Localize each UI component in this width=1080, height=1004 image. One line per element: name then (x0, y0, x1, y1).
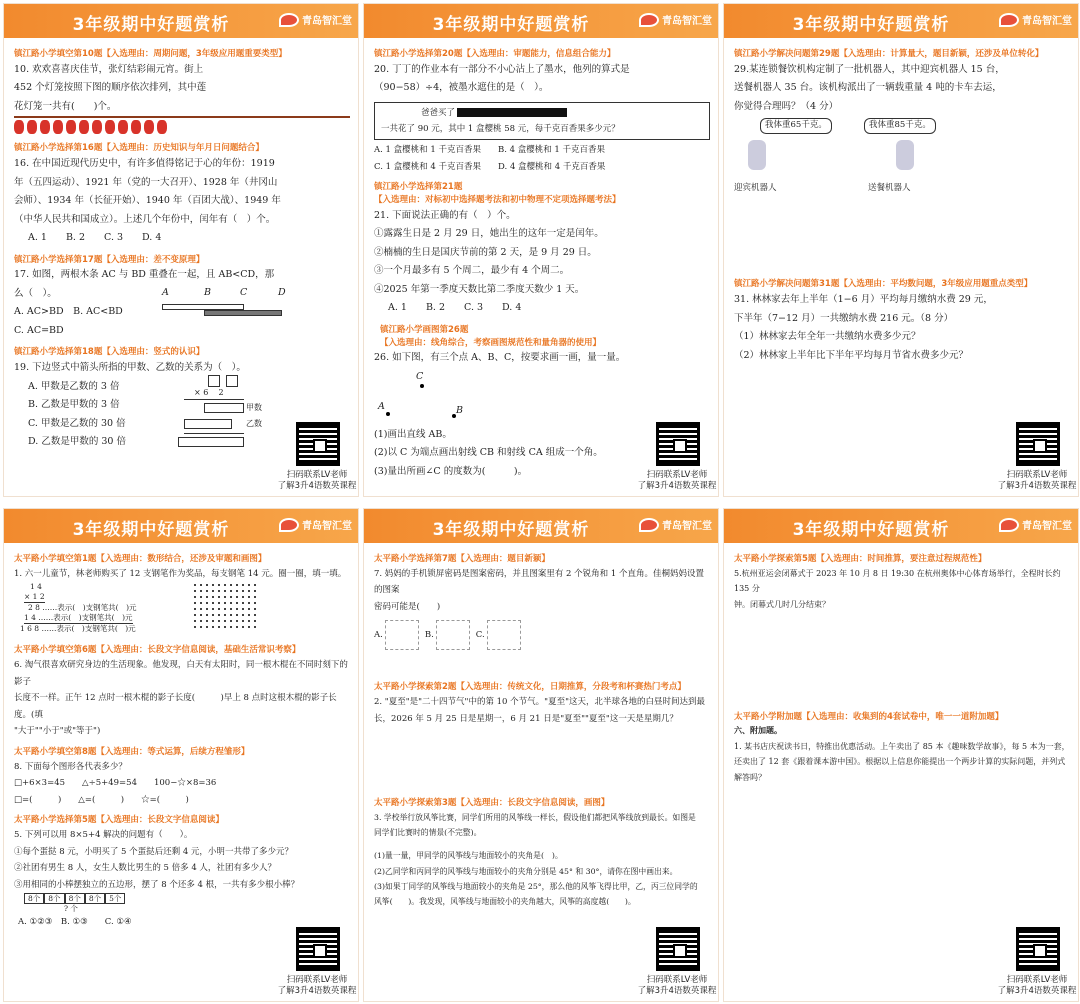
qr-caption-line: 扫码联系LV老师 (1006, 975, 1068, 985)
lock-pattern-icon (436, 620, 470, 650)
source-label: 太平路小学选择第5题【入选理由：长段文字信息阅读】 (14, 815, 224, 826)
question (14, 266, 350, 340)
source-label: 镇江路小学选择第20题【入选理由：审题能力，信息组合能力】 (374, 49, 616, 59)
logo-icon (279, 13, 299, 27)
logo-text: 青岛智汇堂 (662, 16, 712, 27)
bar-cell: 5个 (105, 893, 125, 904)
panel-title: 3年级期中好题赏析 (72, 15, 230, 35)
bar-cell: 8个 (44, 893, 64, 904)
qr-caption (992, 975, 1079, 997)
question (374, 810, 710, 909)
question-line: 7. 妈妈的手机锁屏密码是图案密码，并且图案里有 2 个锐角和 1 个直角。佳桐妈妈设置的图案 (374, 568, 704, 596)
pattern-label: B. (424, 630, 434, 641)
question (14, 61, 350, 117)
question-line: 送餐机器人 35 台。该机构派出了一辆载重量 4 吨的卡车去运， (734, 82, 1002, 94)
vertical-calc-figure (14, 582, 350, 638)
brand-logo (999, 517, 1072, 532)
question (374, 61, 710, 98)
dot-grid (192, 582, 260, 632)
qr-caption-line: 扫码联系LV老师 (646, 975, 708, 985)
question-line: 钟。闭幕式几时几分结束？ (734, 599, 830, 609)
bar-cell: 8个 (24, 893, 44, 904)
question-line: 2. "夏至"是"二十四节气"中的第 10 个节气。"夏至"这天，北半球各地的白昼时间达到最 (374, 697, 705, 708)
calc-digit: 2 (218, 388, 224, 398)
panel-title: 3年级期中好题赏析 (432, 520, 590, 540)
question (14, 657, 350, 740)
question-line: (2)乙同学和丙同学的风筝线与地面较小的夹角分别是 45° 和 30°，请你在图中画出来。 (374, 866, 678, 876)
panel-header (364, 4, 718, 38)
calc-line: 1 6 8 ……表示( )支钢笔共( )元 (20, 624, 136, 634)
source-label: 镇江路小学填空第10题【入选理由：周期问题，3年级应用题重要类型】 (14, 49, 287, 59)
question (14, 759, 350, 809)
question (14, 566, 350, 583)
question (14, 155, 350, 248)
seg-label: A (162, 287, 169, 299)
question-line: 年（五四运动）、1921 年（党的一大召开）、1928 年（井冈山 (14, 176, 278, 188)
question-line: □=( ) △=( ) ☆=( ) (14, 794, 189, 805)
brand-logo (999, 12, 1072, 27)
lantern-row (14, 116, 350, 136)
ink-stained-box (374, 102, 710, 140)
qr-caption (632, 470, 719, 492)
point-label: A (378, 400, 385, 412)
question-line: 长，2026 年 5 月 25 日是星期一，6 月 21 日是"夏至""夏至"这一天是星期几？ (374, 713, 678, 724)
speech-bubble: 我体重85千克。 (864, 118, 936, 134)
brand-logo (279, 517, 352, 532)
question-line: ①每个蛋挞 8 元，小明买了 5 个蛋挞后还剩 4 元，小明一共带了多少元？ (14, 846, 293, 857)
source-label: 太平路小学填空第1题【入选理由：数形结合，还涉及审题和画图】 (14, 554, 267, 564)
question-line: 26. 如下图，有三个点 A、B、C，按要求画一画，量一量。 (374, 352, 626, 364)
question-line: A. ①②③ B. ①③ C. ①④ (18, 917, 132, 928)
qr-code (1016, 927, 1060, 971)
qr-caption-line: 扫码联系LV老师 (286, 975, 348, 985)
question-line: （1）林林家去年全年一共缴纳水费多少元？ (734, 331, 921, 343)
source-label: 太平路小学附加题【入选理由：收集到的4套试卷中，唯一一道附加题】 (734, 711, 1004, 722)
qr-caption-line: 了解3升4语数英课程 (637, 481, 717, 492)
logo-icon (999, 518, 1019, 532)
question-line: 会师）、1934 年（长征开始）、1940 年（百团大战）、1949 年 (14, 195, 281, 207)
qr-caption-line: 扫码联系LV老师 (286, 470, 348, 480)
question (374, 566, 710, 616)
question-line: 20. 丁丁的作业本有一部分不小心沾上了墨水，他列的算式是 (374, 63, 630, 75)
question-line: 六、附加题。 (734, 725, 782, 736)
qr-caption-line: 了解3升4语数英课程 (637, 986, 717, 997)
brand-logo (639, 12, 712, 27)
calc-label: 乙数 (246, 419, 262, 429)
qr-caption-line: 了解3升4语数英课程 (997, 481, 1077, 492)
source-label: 太平路小学探索第2题【入选理由：传统文化，日期推算，分段考和杯赛热门考点】 (374, 682, 686, 693)
bar-total: ? 个 (64, 904, 78, 914)
question-line: 下半年（7−12 月）一共缴纳水费 216 元。（8 分） (734, 312, 954, 324)
panel-6 (723, 508, 1079, 1002)
question-line: 8. 下面每个图形各代表多少？ (14, 761, 127, 772)
panel-title: 3年级期中好题赏析 (792, 15, 950, 35)
logo-icon (999, 13, 1019, 27)
question-line: 10. 欢欢喜喜庆佳节，张灯结彩闹元宵。街上 (14, 63, 204, 75)
question-line: C. 1 盒樱桃和 4 千克百香果 D. 4 盒樱桃和 4 千克百香果 (374, 161, 606, 172)
qr-caption-line: 扫码联系LV老师 (646, 470, 708, 480)
question (734, 566, 1070, 613)
question-line: A. 甲数是乙数的 3 倍 (28, 380, 120, 392)
calc-line: 1 4 ……表示( )支钢笔共( )元 (24, 613, 133, 623)
source-label: 太平路小学填空第6题【入选理由：长段文字信息阅读，基础生活常识考察】 (14, 645, 301, 656)
source-label: 镇江路小学解决问题第31题【入选理由：平均数问题，3年级应用题重点类型】 (734, 279, 1033, 290)
question-line: 29.某连锁餐饮机构定制了一批机器人，其中迎宾机器人 15 台， (734, 63, 1005, 75)
robot-label: 送餐机器人 (868, 183, 911, 194)
panel-header (724, 4, 1078, 38)
qr-caption (632, 975, 719, 997)
brand-logo (279, 12, 352, 27)
speech-bubble: 我体重65千克。 (760, 118, 832, 134)
question-line: 5.杭州亚运会闭幕式于 2023 年 10 月 8 日 19:30 在杭州奥体中心体育场举行，全程时长约 135 分 (734, 568, 1061, 594)
logo-text: 青岛智汇堂 (1022, 521, 1072, 532)
qr-code (296, 927, 340, 971)
question-line: (2)以 C 为端点画出射线 CB 和射线 CA 组成一个角。 (374, 447, 603, 459)
panel-title: 3年级期中好题赏析 (792, 520, 950, 540)
bar-model (24, 893, 350, 904)
points-figure (374, 368, 710, 426)
robot-figure (734, 116, 1070, 202)
question-line: D. 乙数是甲数的 30 倍 (28, 436, 126, 448)
source-label: 镇江路小学解决问题第29题【入选理由：计算量大，题目新颖，还涉及单位转化】 (734, 49, 1044, 59)
question-line: 16. 在中国近现代历史中，有许多值得铭记于心的年份：1919 (14, 158, 275, 170)
seg-label: B (204, 287, 211, 299)
logo-text: 青岛智汇堂 (302, 521, 352, 532)
question-line: ①露露生日是 2 月 29 日，她出生的这年一定是闰年。 (374, 228, 604, 240)
qr-caption-line: 了解3升4语数英课程 (277, 986, 357, 997)
question-line: 1. 六一儿童节，林老师购买了 12 支钢笔作为奖品，每支钢笔 14 元。圈一圈，填一填。 (14, 568, 347, 579)
lock-pattern-icon (487, 620, 521, 650)
qr-code (656, 422, 700, 466)
calc-label: 甲数 (246, 403, 262, 413)
source-label: 太平路小学探索第5题【入选理由：时间推算，要注意过程规范性】 (734, 554, 987, 564)
robot-icon (748, 140, 766, 170)
panel-header (4, 4, 358, 38)
logo-text: 青岛智汇堂 (302, 16, 352, 27)
question-line: 5. 下列可以用 8×5+4 解决的问题有（ ）。 (14, 830, 193, 841)
point-label: C (416, 370, 424, 382)
question-line: 6. 淘气很喜欢研究身边的生活现象。他发现，白天有太阳时，同一根木棍在不同时刻下的影子 (14, 660, 348, 687)
question-line: 452 个灯笼按照下图的顺序依次排列，其中莲 (14, 82, 207, 94)
question-line: (3)量出所画∠C 的度数为( )。 (374, 465, 528, 477)
panel-4 (3, 508, 359, 1002)
logo-text: 青岛智汇堂 (1022, 16, 1072, 27)
question-line: ③用相同的小棒摆独立的五边形，摆了 8 个还多 4 根，一共有多少根小棒？ (14, 879, 300, 890)
question-line: (1)画出直线 AB。 (374, 428, 452, 440)
question-line: 同学们比赛时的情景(不完整)。 (374, 828, 482, 838)
question-line: A. 1 B. 2 C. 3 D. 4 (28, 232, 162, 244)
panel-header (724, 509, 1078, 543)
calc-digit: 6 (203, 388, 209, 398)
segment-diagram (162, 287, 286, 330)
bar-cell: 8个 (65, 893, 85, 904)
question-line: ③一个月最多有 5 个周二，最少有 4 个周二。 (374, 265, 570, 277)
panel-5 (363, 508, 719, 1002)
qr-code (296, 422, 340, 466)
question-line: ②楠楠的生日是国庆节前的第 2 天，是 9 月 29 日。 (374, 246, 597, 258)
question-line: C. AC=BD (14, 324, 64, 336)
question-line: (3)如果丁同学的风筝线与地面较小的夹角是 25°，那么他的风筝飞得比甲，乙，丙三位同学的 (374, 881, 698, 891)
ink-box-text: 爸爸买了 (421, 107, 456, 118)
question-line: □+6×3=45 △÷5+49=54 100−☆×8=36 (14, 778, 217, 789)
pattern-label: A. (374, 630, 383, 641)
question-line: ④2025 年第一季度天数比第二季度天数少 1 天。 (374, 283, 585, 295)
logo-icon (279, 518, 299, 532)
question-line: (1)量一量，甲同学的风筝线与地面较小的夹角是( )。 (374, 851, 563, 861)
question (734, 291, 1070, 365)
brand-logo (639, 517, 712, 532)
source-label: 太平路小学探索第3题【入选理由：长段文字信息阅读，画图】 (374, 798, 610, 809)
question-line: 长度不一样。正午 12 点时一根木棍的影子长度( )早上 8 点时这根木棍的影子长度。(填 (14, 693, 337, 720)
qr-caption (992, 470, 1079, 492)
panel-header (364, 509, 718, 543)
question-line: C. 甲数是乙数的 30 倍 (28, 417, 126, 429)
panel-3 (723, 3, 1079, 497)
lock-pattern-icon (385, 620, 419, 650)
vertical-calc-figure: × 6 2 甲数 乙数 (174, 375, 284, 451)
logo-text: 青岛智汇堂 (662, 521, 712, 532)
question-line: "大于""小于"或"等于") (14, 726, 101, 737)
qr-code (656, 927, 700, 971)
question-line: 么（ ）。 (14, 287, 57, 299)
question-line: （90−58）÷4，被墨水遮住的是（ ）。 (374, 82, 549, 94)
pattern-label: C. (475, 630, 485, 641)
question-line: 1. 某书店庆祝读书日，特推出优惠活动。上午卖出了 85 本《趣味数学故事》，每 5 本为一套， (734, 741, 1070, 751)
panel-title: 3年级期中好题赏析 (432, 15, 590, 35)
question (734, 723, 1070, 785)
qr-caption-line: 了解3升4语数英课程 (997, 986, 1077, 997)
question-line: 17. 如图，两根木条 AC 与 BD 重叠在一起，且 AB<CD，那 (14, 269, 275, 281)
question-line: （2）林林家上半年比下半年平均每月节省水费多少元？ (734, 349, 969, 361)
question-line: 花灯笼一共有( )个。 (14, 100, 117, 112)
calc-line: × 1 2 (24, 592, 45, 602)
source-label: 镇江路小学选择第18题【入选理由：竖式的认识】 (14, 347, 205, 358)
question (374, 349, 710, 368)
seg-label: C (240, 287, 248, 299)
calc-line: 2 8 ……表示( )支钢笔共( )元 (28, 603, 137, 613)
pattern-options (374, 615, 710, 655)
question-line: 3. 学校举行放风筝比赛，同学们所用的风筝线一样长，假设他们都把风筝线放到最长。如图是 (374, 813, 696, 823)
qr-code (1016, 422, 1060, 466)
question-line: 风筝( )。我发现，风筝线与地面较小的夹角越大，风筝的高度越( )。 (374, 897, 636, 907)
question-line: 密码可能是( ) (374, 601, 441, 612)
logo-icon (639, 13, 659, 27)
question-line: A. 1 盒樱桃和 1 千克百香果 B. 4 盒樱桃和 1 千克百香果 (374, 145, 606, 156)
source-label: 镇江路小学画图第26题 【入选理由：线角综合，考察画图规范性和量角器的使用】 (380, 324, 602, 348)
robot-icon (896, 140, 914, 170)
bar-cell: 8个 (85, 893, 105, 904)
question-line: A. AC>BD B. AC<BD (14, 306, 123, 318)
source-label: 太平路小学选择第7题【入选理由：题目新颖】 (374, 554, 550, 564)
question (374, 142, 710, 175)
question-line: 21. 下面说法正确的有（ ）个。 (374, 209, 516, 221)
qr-caption-line: 了解3升4语数英课程 (277, 481, 357, 492)
qr-caption (272, 975, 359, 997)
question-line: 19. 下边竖式中箭头所指的甲数、乙数的关系为（ ）。 (14, 362, 246, 374)
question-line: 解答吗？ (734, 773, 766, 783)
seg-label: D (278, 287, 286, 299)
logo-icon (639, 518, 659, 532)
question-line: （中华人民共和国成立）。上述几个年份中，闰年有（ ）个。 (14, 213, 276, 225)
robot-label: 迎宾机器人 (734, 183, 777, 194)
question-line: B. 乙数是甲数的 3 倍 (28, 399, 120, 411)
source-label: 镇江路小学选择第16题【入选理由：历史知识与年月日问题结合】 (14, 143, 264, 154)
question (734, 61, 1070, 117)
calc-line: 1 4 (30, 582, 42, 592)
question-line: 31. 林林家去年上半年（1−6 月）平均每月缴纳水费 29 元， (734, 294, 993, 306)
question-line: ②社团有男生 8 人，女生人数比男生的 5 倍多 4 人，社团有多少人？ (14, 863, 276, 874)
source-label: 镇江路小学选择第17题【入选理由：差不变原理】 (14, 254, 205, 265)
question-line: A. 1 B. 2 C. 3 D. 4 (388, 302, 522, 314)
qr-caption-line: 扫码联系LV老师 (1006, 470, 1068, 480)
point-label: B (456, 404, 463, 416)
question (374, 207, 710, 318)
panel-header (4, 509, 358, 543)
question-line: 你觉得合理吗？（4 分） (734, 100, 839, 112)
panel-2 (363, 3, 719, 497)
question (374, 694, 710, 727)
ink-blot (457, 108, 567, 117)
question (14, 827, 350, 893)
panel-title: 3年级期中好题赏析 (72, 520, 230, 540)
source-label: 太平路小学填空第8题【入选理由：等式运算，后续方程雏形】 (14, 746, 250, 757)
qr-caption (272, 470, 359, 492)
panel-1 (3, 3, 359, 497)
ink-box-text: 一共花了 90 元，其中 1 盒樱桃 58 元，每千克百香果多少元？ (381, 123, 620, 134)
source-label: 镇江路小学选择第21题 【入选理由：对标初中选择题考法和初中物理不定项选择题考法】 (374, 182, 621, 205)
question-line: 还卖出了 12 套《跟着课本游中国》。根据以上信息你能提出一个两步计算的实际问题，并列式 (734, 757, 1066, 767)
